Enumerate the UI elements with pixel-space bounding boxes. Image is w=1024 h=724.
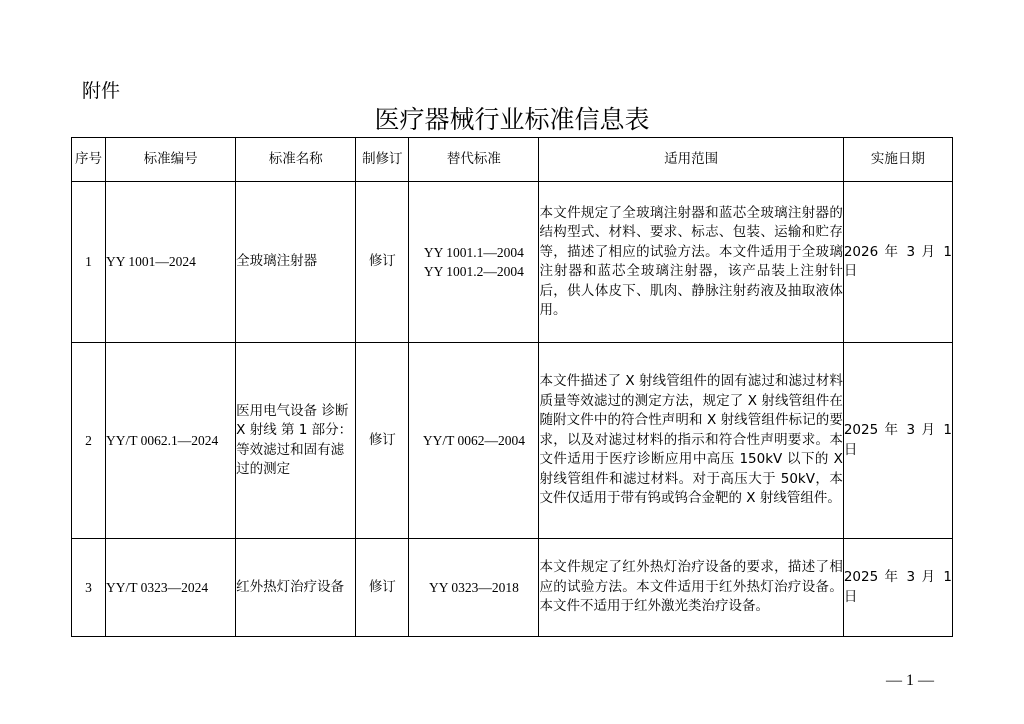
table-row <box>72 343 953 539</box>
cell-effective-date: 2026 年 3 月 1 日 <box>843 182 952 343</box>
cell-revision: 修订 <box>356 539 409 637</box>
cell-standard-no: YY 1001—2024 <box>106 182 236 343</box>
cell-scope: 本文件规定了红外热灯治疗设备的要求，描述了相应的试验方法。本文件适用于红外热灯治疗设备。本文件不适用于红外激光类治疗设备。 <box>539 539 843 637</box>
header-scope: 适用范围 <box>539 138 843 182</box>
header-revision: 制修订 <box>356 138 409 182</box>
header-seq: 序号 <box>72 138 106 182</box>
cell-replaced: YY/T 0062—2004 <box>409 343 539 539</box>
header-replaced: 替代标准 <box>409 138 539 182</box>
cell-replaced: YY 1001.1—2004 YY 1001.2—2004 <box>409 182 539 343</box>
cell-seq: 3 <box>72 539 106 637</box>
cell-standard-no: YY/T 0323—2024 <box>106 539 236 637</box>
cell-scope: 本文件规定了全玻璃注射器和蓝芯全玻璃注射器的结构型式、材料、要求、标志、包装、运输和贮存等，描述了相应的试验方法。本文件适用于全玻璃注射器和蓝芯全玻璃注射器，该产品装上注射针后，供人体皮下、肌肉、静脉注射药液及抽取液体用。 <box>539 182 843 343</box>
cell-effective-date: 2025 年 3 月 1 日 <box>843 343 952 539</box>
table-header-row <box>72 138 953 182</box>
header-standard-no: 标准编号 <box>106 138 236 182</box>
cell-replaced: YY 0323—2018 <box>409 539 539 637</box>
cell-scope: 本文件描述了 X 射线管组件的固有滤过和滤过材料质量等效滤过的测定方法，规定了 X 射线管组件在随附文件中的符合性声明和 X 射线管组件标记的要求，以及对滤过材料的指示和符合性声明要求。本文件适用于医疗诊断应用中高压 150kV 以下的 X 射线管组件和滤过材料。对于高压大于 50kV，本文件仅适用于带有钨或钨合金靶的 X 射线管组件。 <box>539 343 843 539</box>
header-effective-date: 实施日期 <box>843 138 952 182</box>
cell-revision: 修订 <box>356 343 409 539</box>
cell-revision: 修订 <box>356 182 409 343</box>
cell-standard-no: YY/T 0062.1—2024 <box>106 343 236 539</box>
cell-standard-name: 医用电气设备 诊断 X 射线 第 1 部分：等效滤过和固有滤过的测定 <box>236 343 356 539</box>
cell-seq: 2 <box>72 343 106 539</box>
table-row <box>72 182 953 343</box>
cell-standard-name: 红外热灯治疗设备 <box>236 539 356 637</box>
cell-seq: 1 <box>72 182 106 343</box>
attachment-label: 附件 <box>82 80 121 102</box>
header-standard-name: 标准名称 <box>236 138 356 182</box>
standards-table <box>71 137 953 637</box>
cell-effective-date: 2025 年 3 月 1 日 <box>843 539 952 637</box>
page-title: 医疗器械行业标准信息表 <box>374 105 650 134</box>
page-number: — 1 — <box>886 672 934 689</box>
cell-standard-name: 全玻璃注射器 <box>236 182 356 343</box>
table-row <box>72 539 953 637</box>
